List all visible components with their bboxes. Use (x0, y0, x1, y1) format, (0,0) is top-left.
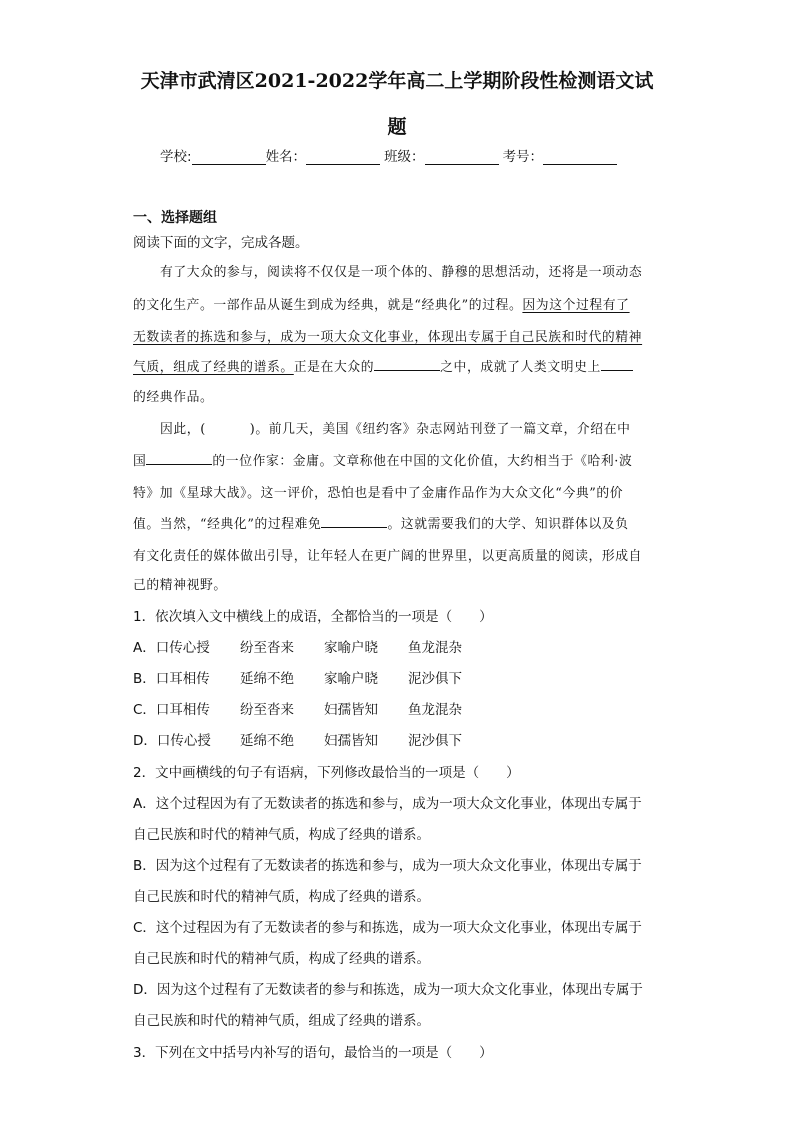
exam-title-line2: 题 (387, 116, 407, 138)
class-label: 班级： (384, 149, 425, 165)
passage-line (133, 296, 661, 316)
q1-option-b[interactable] (133, 669, 661, 689)
option-text: 泥沙俱下 (408, 671, 462, 687)
option-text: A．口传心授 (133, 640, 210, 656)
q2-option-b[interactable]: B．因为这个过程有了无数读者的拣选和参与，成为一项大众文化事业，体现出专属于 (133, 858, 642, 874)
underlined-sentence: 气质，组成了经典的谱系。 (133, 360, 294, 375)
option-text: 妇孺皆知 (324, 733, 378, 749)
passage-text: 值。当然，“经典化”的过程难免 (133, 517, 322, 532)
underlined-sentence: 因为这个过程有了 (522, 298, 630, 313)
question-2-stem: 2．文中画横线的句子有语病，下列修改最恰当的一项是（ ） (133, 765, 520, 781)
passage-line: 的经典作品。 (133, 390, 214, 405)
option-text: 纷至沓来 (240, 702, 294, 718)
option-text: 家喻户晓 (324, 640, 378, 656)
passage-text: )。前几天，美国《纽约客》杂志网站刊登了一篇文章，介绍在中 (249, 422, 631, 437)
passage-text: 的一位作家：金庸。文章称他在中国的文化价值，大约相当于《哈利·波 (212, 454, 633, 469)
passage-text: 因此，( (160, 422, 206, 437)
option-text: B．口耳相传 (133, 671, 210, 687)
question-3-stem: 3．下列在文中括号内补写的语句，最恰当的一项是（ ） (133, 1045, 493, 1061)
passage-line: 己的精神视野。 (133, 578, 227, 593)
option-text: 延绵不绝 (240, 733, 294, 749)
passage-text: 国 (133, 454, 147, 469)
question-1-stem: 1．依次填入文中横线上的成语，全都恰当的一项是（ ） (133, 609, 493, 625)
option-text: D．口传心授 (133, 733, 211, 749)
name-label: 姓名： (265, 149, 307, 165)
option-text: 鱼龙混杂 (408, 702, 462, 718)
name-blank[interactable] (306, 150, 380, 165)
underlined-sentence: 无数读者的拣选和参与，成为一项大众文化事业，体现出专属于自己民族和时代的精神 (133, 330, 643, 345)
passage-text: 。这就需要我们的大学、知识群体以及负 (387, 517, 629, 532)
q1-option-c[interactable] (133, 700, 661, 720)
option-text: C．口耳相传 (133, 702, 210, 718)
passage-line (160, 420, 688, 440)
q1-option-d[interactable] (133, 731, 661, 751)
option-text: 家喻户晓 (324, 671, 378, 687)
student-info-row (160, 145, 640, 165)
section-heading: 一、选择题组 (133, 210, 217, 226)
class-blank[interactable] (425, 150, 499, 165)
section-instruction: 阅读下面的文字，完成各题。 (133, 235, 309, 251)
option-text: 纷至沓来 (240, 640, 294, 656)
q2-option-a-cont: 自己民族和时代的精神气质，构成了经典的谱系。 (133, 827, 430, 843)
passage-line: 特》加《星球大战》。这一评价，恐怕也是看中了金庸作品作为大众文化“今典”的价 (133, 486, 624, 501)
option-text: 妇孺皆知 (324, 702, 378, 718)
exam-no-label: 考号： (502, 149, 544, 165)
fill-blank-1 (374, 358, 440, 371)
passage-text: 的文化生产。一部作品从诞生到成为经典，就是“经典化”的过程。 (133, 298, 523, 313)
q2-option-c[interactable]: C．这个过程因为有了无数读者的参与和拣选，成为一项大众文化事业，体现出专属于 (133, 920, 642, 936)
school-label: 学校: (160, 149, 192, 165)
passage-line: 有了大众的参与，阅读将不仅仅是一项个体的、静穆的思想活动，还将是一项动态 (160, 265, 643, 280)
option-text: 延绵不绝 (240, 671, 294, 687)
passage-text: 正是在大众的 (293, 360, 375, 375)
exam-no-blank[interactable] (543, 150, 617, 165)
q2-option-c-cont: 自己民族和时代的精神气质，构成了经典的谱系。 (133, 951, 430, 967)
option-text: 泥沙俱下 (408, 733, 462, 749)
q2-option-a[interactable]: A．这个过程因为有了无数读者的拣选和参与，成为一项大众文化事业，体现出专属于 (133, 796, 642, 812)
fill-blank-2 (601, 358, 633, 371)
q2-option-d-cont: 自己民族和时代的精神气质，组成了经典的谱系。 (133, 1013, 430, 1029)
option-text: 鱼龙混杂 (408, 640, 462, 656)
passage-line: 有文化责任的媒体做出引导，让年轻人在更广阔的世界里，以更高质量的阅读，形成自 (133, 549, 643, 564)
school-blank[interactable] (192, 150, 266, 165)
passage-line (133, 328, 661, 348)
passage-line (133, 358, 661, 378)
q1-option-a[interactable] (133, 638, 661, 658)
q2-option-d[interactable]: D．因为这个过程有了无数读者的参与和拣选，成为一项大众文化事业，体现出专属于 (133, 982, 643, 998)
q2-option-b-cont: 自己民族和时代的精神气质，构成了经典的谱系。 (133, 889, 430, 905)
fill-blank-3 (146, 452, 212, 465)
passage-line (133, 452, 661, 472)
exam-title-line1: 天津市武清区2021-2022学年高二上学期阶段性检测语文试 (140, 70, 654, 92)
fill-blank-4 (321, 515, 387, 528)
passage-line (133, 515, 661, 535)
passage-text: 之中，成就了人类文明史上 (440, 360, 601, 375)
